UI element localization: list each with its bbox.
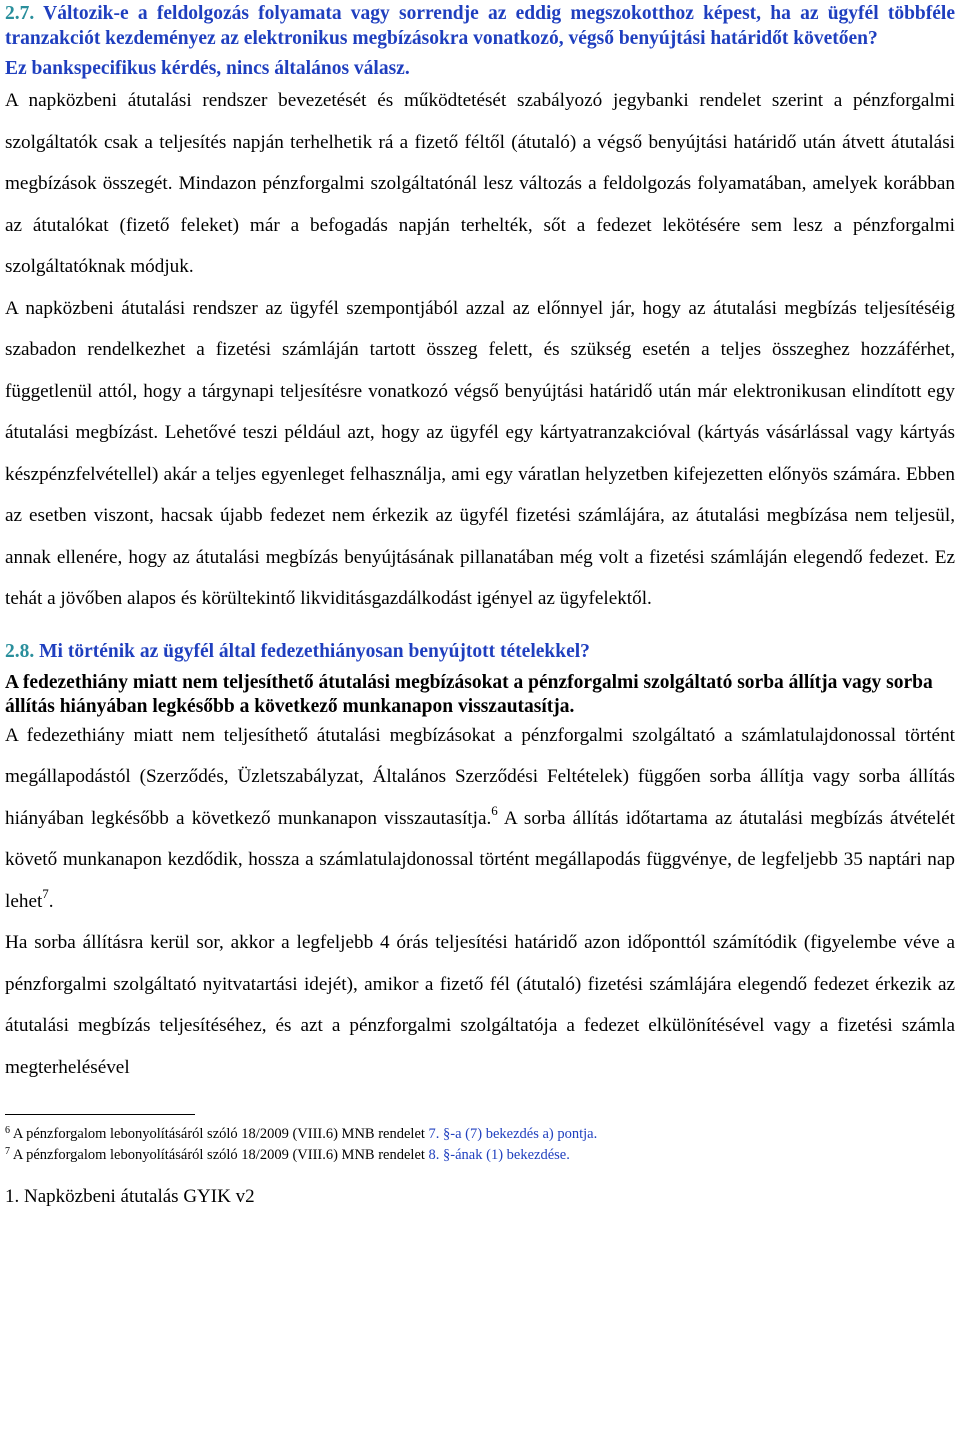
footnote-text: A pénzforgalom lebonyolításáról szóló 18/2009 (VIII.6) MNB rendelet — [10, 1147, 429, 1163]
footnote-text: A pénzforgalom lebonyolításáról szóló 18/2009 (VIII.6) MNB rendelet — [10, 1126, 429, 1142]
question-number: 2.7. — [5, 3, 35, 24]
question-2-8-heading — [5, 640, 955, 664]
body-paragraph: A napközbeni átutalási rendszer bevezetését és működtetését szabályozó jegybanki rendelet szerint a pénzforgalmi szolgáltatók csak a teljesítés napján terhelhetik rá a fizető féltől (átutaló) a végső benyújtási határidő után átvett átutalási megbízások összegét. Mindazon pénzforgalmi szolgáltatónál lesz változás a feldolgozás folyamatában, amelyek korábban az átutalókat (fizető feleket) már a befogadás napján terhelték, sőt a fedezet lekötésére sem lesz a pénzforgalmi szolgáltatóknak módjuk. — [5, 90, 955, 277]
footnote-ref: 6 — [491, 802, 498, 818]
footnote-divider — [5, 1114, 195, 1115]
footnote-reference: 7. §-a (7) bekezdés a) pontja. — [428, 1126, 598, 1142]
footnote — [5, 1146, 955, 1164]
page-footer: 1. Napközbeni átutalás GYIK v2 — [5, 1186, 255, 1207]
question-number: 2.8. — [5, 640, 35, 662]
answer-lead: Ez bankspecifikus kérdés, nincs általános válasz. — [5, 58, 410, 79]
question-text: Mi történik az ügyfél által fedezethiányosan benyújtott tételekkel? — [34, 640, 590, 662]
question-text: Változik-e a feldolgozás folyamata vagy sorrendje az eddig megszokotthoz képest, ha az ügyfél többféle tranzakciót kezdeményez az elektronikus megbízásokra vonatkozó, végső benyújtási határidőt követően? — [5, 3, 955, 49]
paragraph-text: A fedezethiány miatt nem teljesíthető átutalási megbízásokat a pénzforgalmi szolgáltató a számlatulajdonossal történt megállapodástól (Szerződés, Üzletszabályzat, Általános Szerződési Feltételek) függően sorba állítja vagy sorba állítás hiányában legkésőbb a következő munkanapon visszautasítja. — [5, 724, 955, 829]
paragraph-text: A sorba állítás időtartama az átutalási megbízás átvételét követő munkanapon kezdődik, hossza a számlatulajdonossal történt megállapodás függvénye, de legfeljebb 35 naptári nap lehet — [5, 807, 955, 912]
question-2-7-heading — [5, 2, 955, 51]
answer-summary: A fedezethiány miatt nem teljesíthető átutalási megbízásokat a pénzforgalmi szolgáltató sorba állítja vagy sorba állítás hiányában legkésőbb a következő munkanapon visszautasítja. — [5, 671, 933, 717]
footnote-mark: 7 — [5, 1146, 10, 1157]
footnote — [5, 1125, 955, 1143]
footnote-ref: 7 — [42, 885, 49, 901]
body-paragraph: Ha sorba állításra kerül sor, akkor a legfeljebb 4 órás teljesítési határidő azon időponttól számítódik (figyelembe véve a pénzforgalmi szolgáltató nyitvatartási idejét), amikor a fizető fél (átutaló) fizetési számlájára elegendő fedezet érkezik az átutalási megbízás teljesítéséhez, és azt a pénzforgalmi szolgáltatója a fedezet elkülönítésével vagy a fizetési számla megterhelésével — [5, 932, 955, 1078]
footnote-reference: 8. §-ának (1) bekezdése. — [428, 1147, 570, 1163]
document-page — [5, 0, 955, 1209]
paragraph-text: . — [48, 890, 54, 912]
body-paragraph: A napközbeni átutalási rendszer az ügyfél szempontjából azzal az előnnyel jár, hogy az átutalási megbízás teljesítéséig szabadon rendelkezhet a fizetési számláján tartott összeg felett, és szükség esetén a teljes összeghez hozzáférhet, függetlenül attól, hogy a tárgynapi teljesítésre vonatkozó végső benyújtási határidő után már elektronikusan elindított egy átutalási megbízást. Lehetővé teszi például azt, hogy az ügyfél egy kártyatranzakcióval (kártyás vásárlással vagy kártyás készpénzfelvétellel) akár a teljes egyenleget felhasználja, ami egy váratlan helyzetben kifejezetten előnyös számára. Ebben az esetben viszont, hacsak újabb fedezet nem érkezik az ügyfél fizetési számlájára, az átutalási megbízása nem teljesül, annak ellenére, hogy az átutalási megbízás benyújtásának pillanatában még volt a fizetési számláján elegendő fedezet. Ez tehát a jövőben alapos és körültekintő likviditásgazdálkodást igényel az ügyfelektől. — [5, 297, 955, 609]
footnote-mark: 6 — [5, 1125, 10, 1136]
body-paragraph — [5, 715, 955, 923]
